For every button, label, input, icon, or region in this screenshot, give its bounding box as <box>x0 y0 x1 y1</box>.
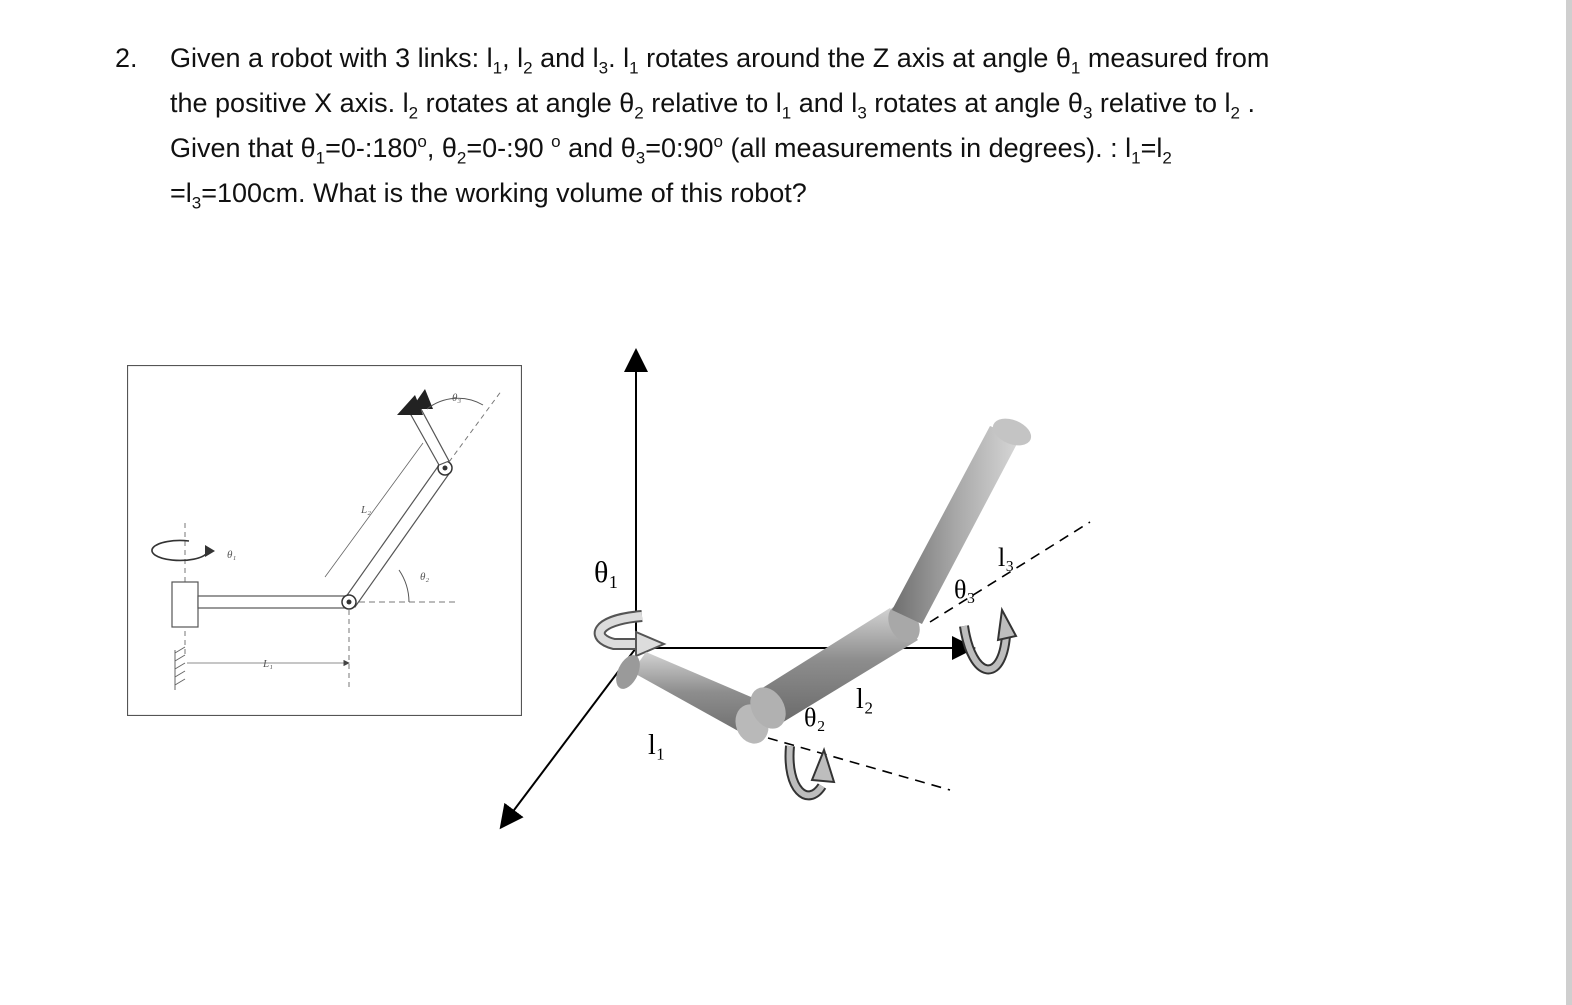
l1-label: l₁ <box>648 730 666 761</box>
question-script: 2 <box>456 148 467 168</box>
question-script: 3 <box>191 193 202 213</box>
question-script: 3 <box>857 103 867 123</box>
link2-cylinder <box>743 600 926 735</box>
question-script: o <box>417 132 427 151</box>
theta1-label-left: θ₁ <box>227 549 237 561</box>
question-script: 1 <box>492 58 503 78</box>
theta1-label-right: θ₁ <box>594 556 619 589</box>
L1-label: L₁ <box>263 658 273 670</box>
question-script: 2 <box>1230 103 1240 123</box>
question-text-run: rotates around the Z axis at angle θ <box>638 43 1071 73</box>
question-text-run: =0-:180 <box>325 133 418 163</box>
question-script: 1 <box>781 103 792 123</box>
question-text-run: rotates at angle θ <box>866 88 1083 118</box>
question-script: 3 <box>598 58 609 78</box>
question-text-run: and θ <box>560 133 636 163</box>
question-line-1 <box>170 36 1390 81</box>
theta3-label-left: θ₃ <box>452 392 462 404</box>
question-text-run: . l <box>608 43 630 73</box>
question-text-run: , θ <box>426 133 457 163</box>
question-script: 1 <box>1131 148 1141 168</box>
theta3-rotation-arrow <box>964 610 1016 669</box>
question-text-run: relative to l <box>643 88 782 118</box>
question-script: 1 <box>1070 58 1081 78</box>
link1-cylinder <box>611 651 774 748</box>
link1-bar <box>198 596 350 608</box>
x-axis <box>502 648 636 826</box>
question-text <box>170 36 1390 216</box>
question-text-run: and l <box>532 43 599 73</box>
question-script: 2 <box>408 103 419 123</box>
question-text-run: and l <box>791 88 858 118</box>
question-text-run: the positive X axis. l <box>170 88 409 118</box>
question-text-run: =0:90 <box>645 133 714 163</box>
l2-label: l₂ <box>856 684 874 715</box>
theta2-label-left: θ₂ <box>420 571 430 583</box>
question-text-run: (all measurements in degrees). : l <box>722 133 1132 163</box>
question-script: 1 <box>315 148 326 168</box>
question-text-run: measured from <box>1080 43 1270 73</box>
question-line-2 <box>170 81 1390 126</box>
question-line-3 <box>170 126 1390 171</box>
theta2-rotation-arrow <box>790 746 834 795</box>
question-text-run: =l <box>170 178 192 208</box>
question-script: 2 <box>1162 148 1172 168</box>
question-line-4 <box>170 171 1390 216</box>
theta2-label-right: θ₂ <box>804 703 826 732</box>
question-text-run: Given a robot with 3 links: l <box>170 43 493 73</box>
question-text-run: =l <box>1140 133 1163 163</box>
question-text-run: Given that θ <box>170 133 316 163</box>
base-block <box>172 582 198 627</box>
question-script: 1 <box>629 58 639 78</box>
question-script: 2 <box>523 58 533 78</box>
theta3-label-right: θ₃ <box>954 575 976 604</box>
question-text-run: =100cm. What is the working volume of this robot? <box>201 178 807 208</box>
robot-3d-figure <box>490 340 1110 840</box>
l3-label: l₃ <box>998 543 1015 572</box>
question-text-run: rotates at angle θ <box>418 88 635 118</box>
question-script: 2 <box>634 103 644 123</box>
question-script: 3 <box>635 148 646 168</box>
question-text-run: . <box>1239 88 1255 118</box>
question-text-run: , l <box>502 43 524 73</box>
question-script: 3 <box>1082 103 1093 123</box>
question-text-run: relative to l <box>1092 88 1231 118</box>
question-text-run: =0-:90 <box>466 133 552 163</box>
question-script: o <box>551 132 561 151</box>
scrollbar-thumb[interactable] <box>1566 0 1572 1005</box>
question-script: o <box>713 132 723 151</box>
question-number: 2. <box>115 43 138 73</box>
planar-schematic-figure <box>127 365 522 716</box>
L2-label: L₂ <box>361 504 371 516</box>
